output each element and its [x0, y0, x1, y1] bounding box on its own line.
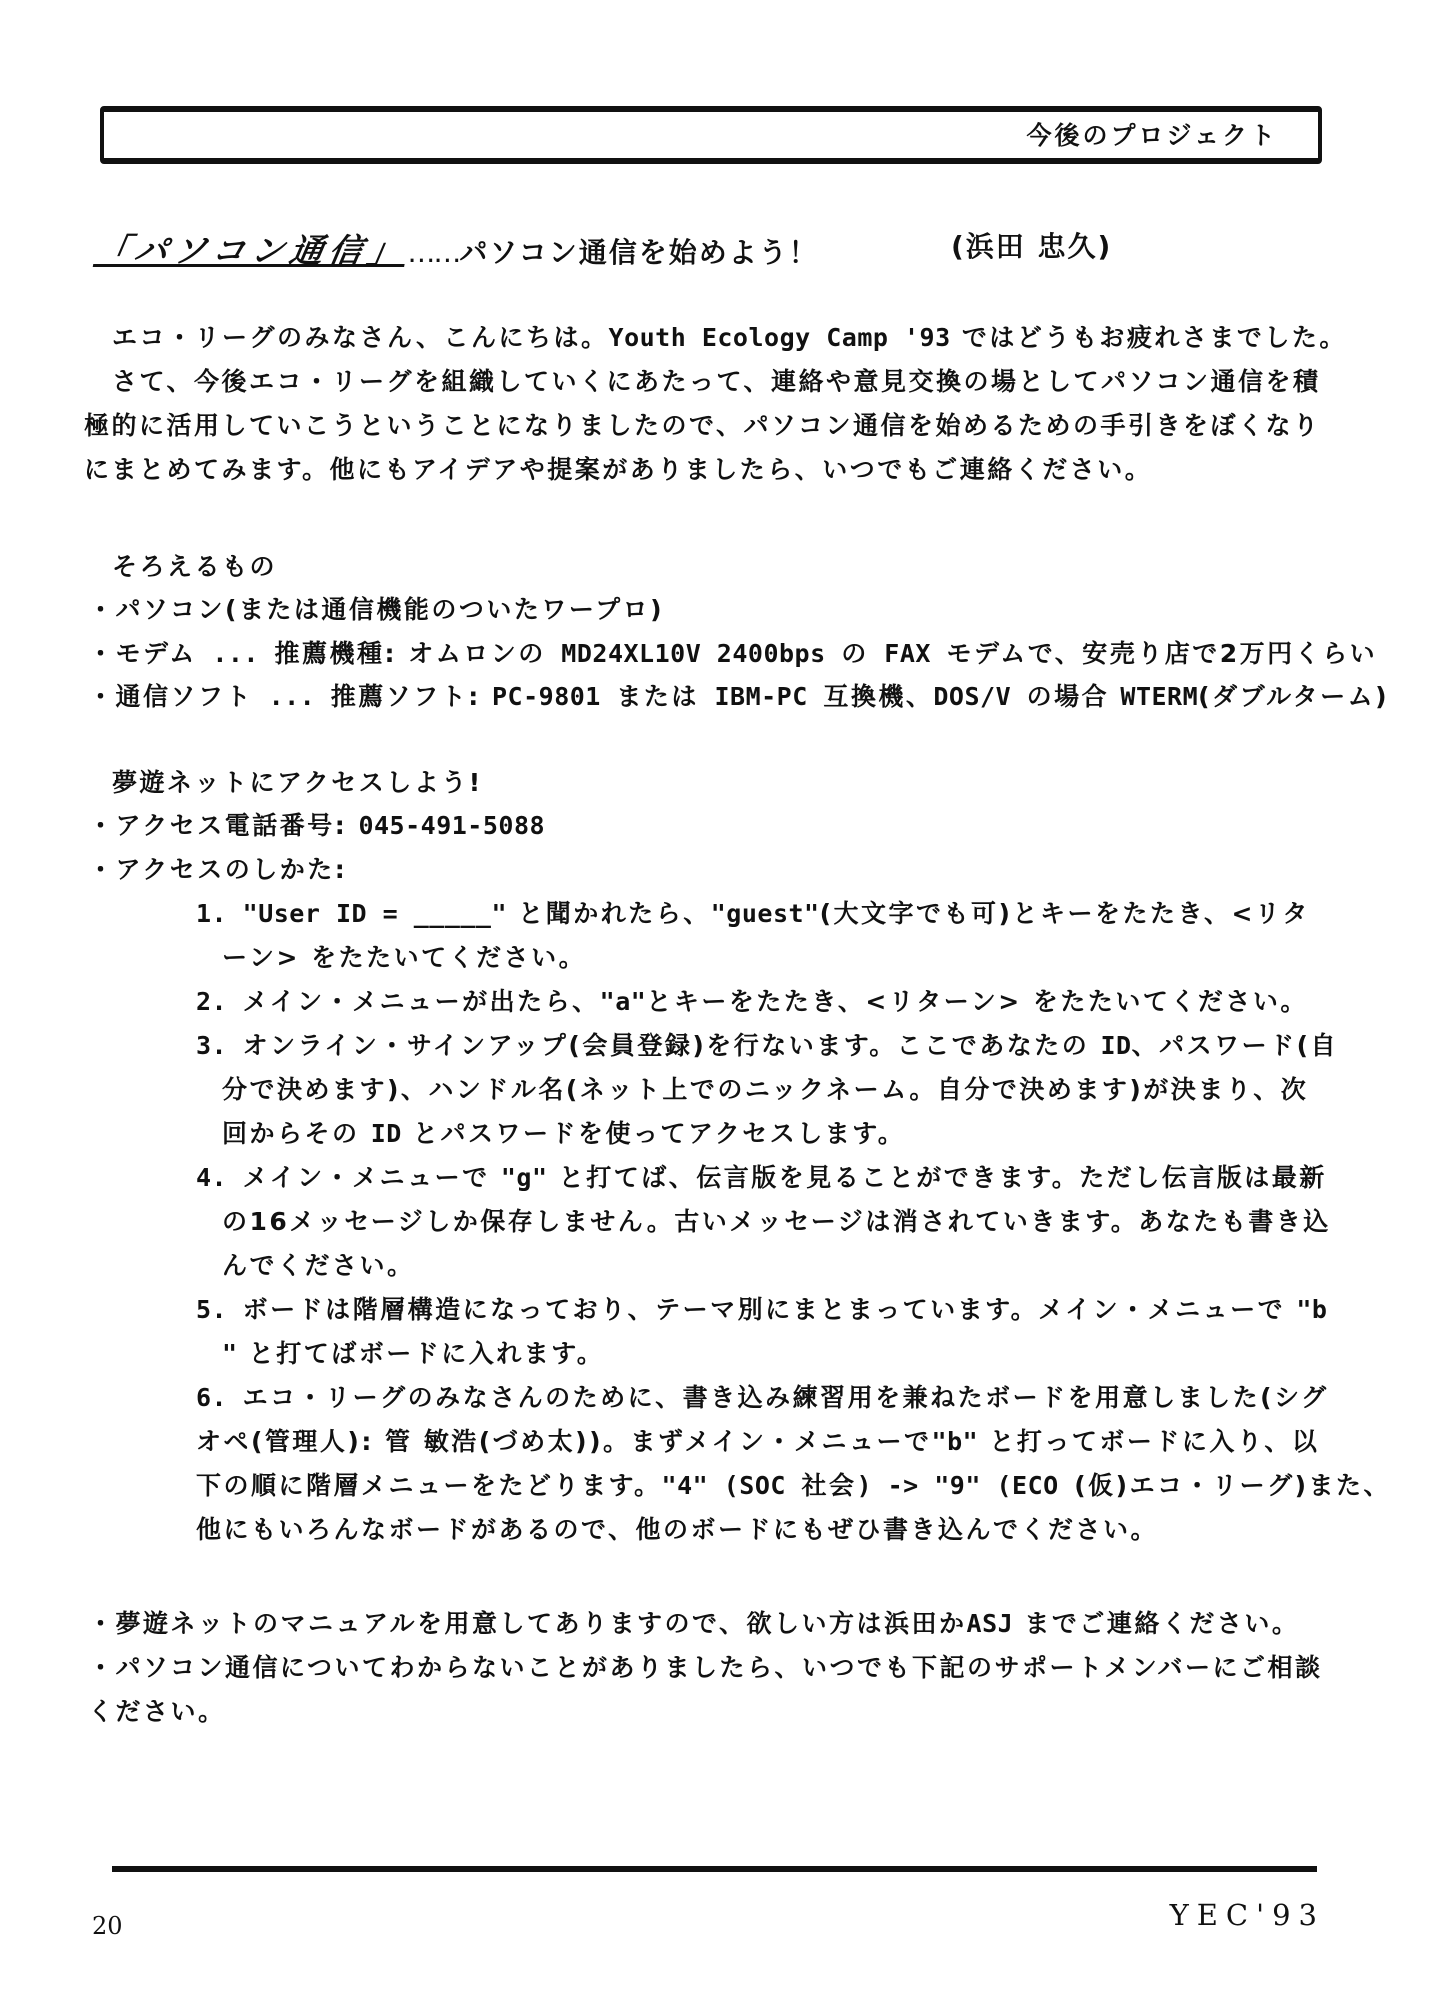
- item-label: ・通信ソフト: [88, 682, 254, 711]
- article-author: (浜田 忠久): [951, 230, 1113, 263]
- note-text: ・夢遊ネットのマニュアルを用意してありますので、欲しい方は浜田か: [88, 1609, 967, 1638]
- step-text: 回からその: [222, 1119, 371, 1148]
- ellipsis: ...: [253, 682, 331, 711]
- item-text: PC-9801: [491, 682, 617, 711]
- step-text: "b: [1296, 1295, 1328, 1324]
- title-dots: ……: [407, 236, 460, 269]
- step-text: ID: [1100, 1031, 1132, 1060]
- step-text: 、パスワード(自: [1131, 1031, 1339, 1060]
- step-text: ボードは階層構造になっており、テーマ別にまとまっています。メイン・メニューで: [242, 1295, 1297, 1324]
- step-text: "g": [500, 1163, 548, 1192]
- step-text: ": [222, 1339, 238, 1368]
- intro-line-1: [112, 318, 1347, 354]
- step-text: と聞かれたら、: [507, 899, 711, 928]
- note-text: ASJ: [966, 1609, 1014, 1638]
- note: ・パソコン通信についてわからないことがありましたら、いつでも下記のサポートメンバーにご相談: [88, 1653, 1323, 1682]
- step-5-cont: [222, 1334, 604, 1370]
- title-keyword: 「パソコン通信」: [92, 231, 411, 270]
- article-title: [92, 225, 1113, 272]
- access-heading: 夢遊ネットにアクセスしよう!: [112, 768, 483, 797]
- software-name: WTERM: [1120, 682, 1199, 711]
- step-6-cont: 他にもいろんなボードがあるので、他のボードにもぜひ書き込んでください。: [196, 1515, 1159, 1544]
- step-text: "b": [931, 1427, 979, 1456]
- step-2: [196, 982, 1308, 1018]
- step-text: ID: [370, 1119, 402, 1148]
- step-number: 5.: [196, 1295, 243, 1324]
- requirement-item: [88, 634, 1377, 670]
- step-1-cont: ーン> をたたいてください。: [222, 943, 587, 972]
- step-text: と打ってボードに入り、以: [978, 1427, 1320, 1456]
- item-text: FAX: [868, 639, 947, 668]
- item-text: の場合: [1026, 682, 1121, 711]
- intro-text: ではどうもお疲れさまでした。: [950, 323, 1347, 352]
- item-text: の: [841, 639, 869, 668]
- intro-line-3: 極的に活用していこうということになりましたので、パソコン通信を始めるための手引きをぼくなり: [84, 411, 1321, 440]
- intro-line-4: にまとめてみます。他にもアイデアや提案がありましたら、いつでもご連絡ください。: [84, 455, 1153, 484]
- step-4-cont: の16メッセージしか保存しません。古いメッセージは消されていきます。あなたも書き込: [222, 1207, 1331, 1236]
- phone-number: 045-491-5088: [358, 811, 546, 840]
- step-text: "a": [599, 987, 647, 1016]
- modem-model: MD24XL10V 2400bps: [545, 639, 842, 668]
- footer-brand: YEC'93: [1169, 1898, 1325, 1932]
- event-name: Youth Ecology Camp '93: [608, 323, 951, 352]
- phone-label: ・アクセス電話番号:: [88, 811, 359, 840]
- title-subtitle: パソコン通信を始めよう！: [459, 236, 819, 269]
- step-text: と打てば、伝言版を見ることができます。ただし伝言版は最新: [547, 1163, 1327, 1192]
- item-text: 推薦ソフト:: [330, 682, 492, 711]
- note: [88, 1604, 1299, 1640]
- step-text: とパスワードを使ってアクセスします。: [401, 1119, 906, 1148]
- step-text: オンライン・サインアップ(会員登録)を行ないます。ここであなたの: [242, 1031, 1101, 1060]
- item-label: ・モデム: [88, 639, 197, 668]
- intro-text: エコ・リーグのみなさん、こんにちは。: [112, 323, 609, 352]
- item-text: DOS/V: [933, 682, 1027, 711]
- step-number: 3.: [196, 1031, 243, 1060]
- footer-rule: [112, 1866, 1317, 1872]
- step-number: 2.: [196, 987, 243, 1016]
- item-text: 互換機、: [823, 682, 934, 711]
- step-number: 6.: [196, 1383, 243, 1412]
- step-text: (仮)エコ・リーグ)また、: [1074, 1471, 1391, 1500]
- item-text: IBM-PC: [698, 682, 824, 711]
- step-4: [196, 1158, 1327, 1194]
- ellipsis: ...: [196, 639, 275, 668]
- step-text: 下の順に階層メニューをたどります。: [196, 1471, 662, 1500]
- step-3: [196, 1026, 1338, 1062]
- step-text: "4" (SOC: [661, 1471, 802, 1500]
- item-text: (ダブルターム): [1198, 682, 1390, 711]
- step-6-cont: [196, 1466, 1391, 1502]
- step-text: (大文字でも可)とキーをたたき、<リタ: [819, 899, 1310, 928]
- step-text: とキーをたたき、<リターン> をたたいてください。: [646, 987, 1308, 1016]
- requirements-heading: そろえるもの: [112, 552, 278, 581]
- step-text: "guest": [710, 899, 820, 928]
- access-howto: ・アクセスのしかた:: [88, 855, 348, 884]
- step-4-cont: んでください。: [222, 1251, 415, 1280]
- step-text: 1. "User ID = _____": [196, 899, 508, 928]
- intro-line-2: さて、今後エコ・リーグを組織していくにあたって、連絡や意見交換の場としてパソコン通信を積: [112, 367, 1321, 396]
- step-text: メイン・メニューが出たら、: [242, 987, 600, 1016]
- step-text: メイン・メニューで: [242, 1163, 501, 1192]
- step-6: [196, 1378, 1329, 1414]
- step-number: 4.: [196, 1163, 243, 1192]
- section-title: 今後のプロジェクト: [1026, 121, 1278, 150]
- header-banner: [100, 106, 1322, 164]
- step-text: と打てばボードに入れます。: [237, 1339, 605, 1368]
- step-6-cont: [196, 1422, 1319, 1458]
- item-text: 推薦機種: オムロンの: [274, 639, 546, 668]
- step-text: ) -> "9" (ECO: [856, 1471, 1075, 1500]
- page-number: 20: [92, 1912, 123, 1940]
- step-3-cont: 分で決めます)、ハンドル名(ネット上でのニックネーム。自分で決めます)が決まり、次: [222, 1075, 1309, 1104]
- access-phone: [88, 806, 545, 842]
- step-5: [196, 1290, 1327, 1326]
- note: ください。: [88, 1697, 226, 1726]
- step-1: [196, 894, 1310, 930]
- item-text: モデムで、安売り店で2万円くらい: [946, 639, 1378, 668]
- note-text: までご連絡ください。: [1013, 1609, 1300, 1638]
- requirement-item: [88, 677, 1389, 713]
- step-text: オペ(管理人): 管 敏浩(づめ太))。まずメイン・メニューで: [196, 1427, 932, 1456]
- step-text: エコ・リーグのみなさんのために、書き込み練習用を兼ねたボードを用意しました(シグ: [242, 1383, 1329, 1412]
- step-text: 社会: [801, 1471, 857, 1500]
- item-text: または: [616, 682, 699, 711]
- step-3-cont: [222, 1114, 905, 1150]
- requirement-item: ・パソコン(または通信機能のついたワープロ): [88, 595, 665, 624]
